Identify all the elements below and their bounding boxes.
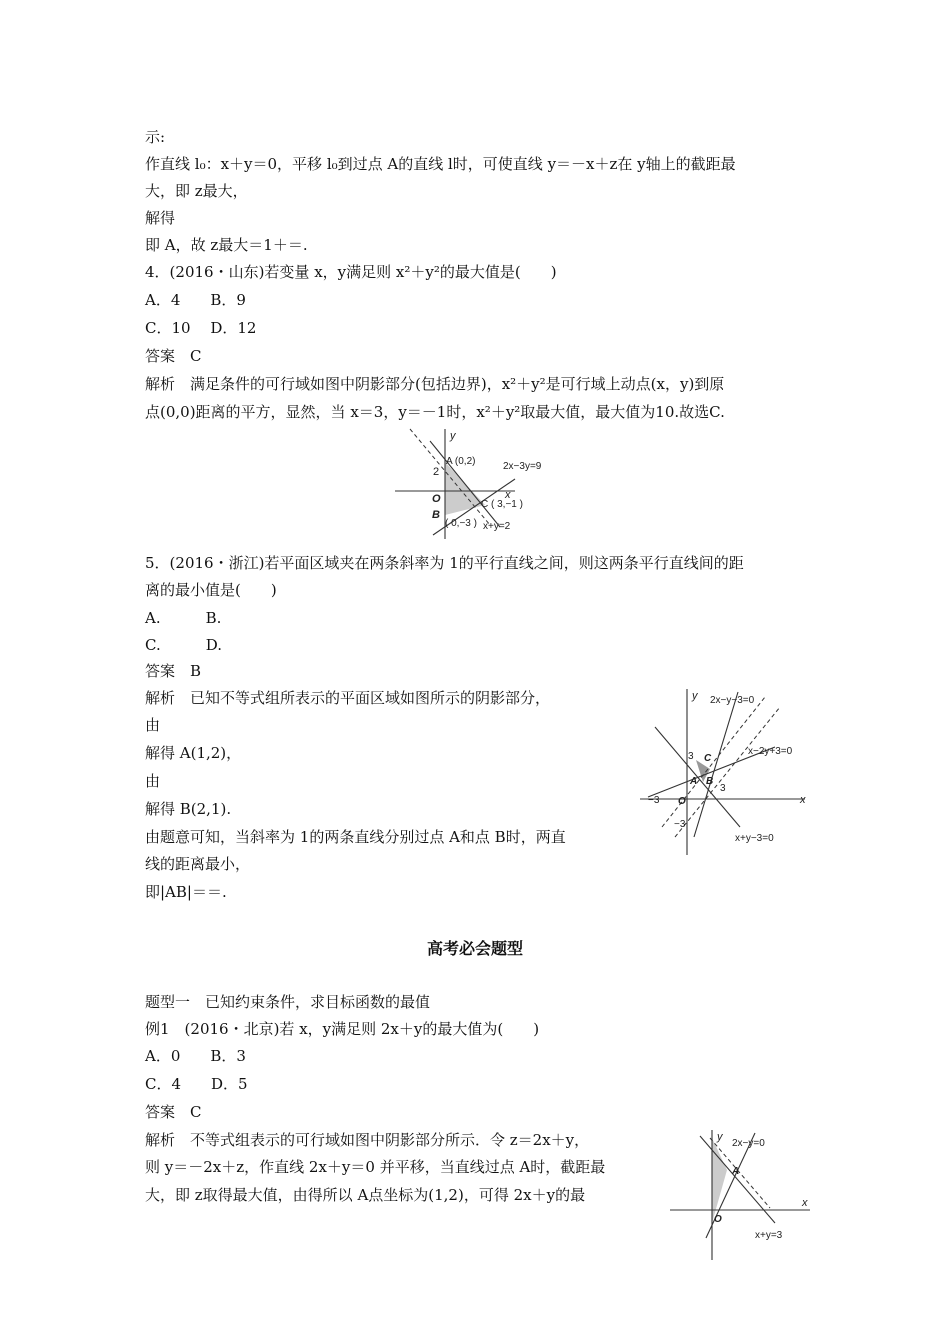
y-axis-label: y (450, 430, 456, 442)
text-line-l19: 解得 A(1,2)， (145, 744, 242, 762)
text-line-l18: 由 (145, 716, 161, 734)
figure-feasible-region-2 (640, 687, 810, 857)
text-line-l21: 解得 B(2,1). (145, 800, 232, 818)
text-line-l30: 答案 C (145, 1103, 202, 1121)
text-line-l14: A. B. (145, 609, 222, 627)
text-line-l22: 由题意可知，当斜率为 1的两条直线分别过点 A和点 B时，两直 (145, 828, 566, 846)
x-axis-label: x (800, 794, 806, 806)
text-line-l17: 解析 已知不等式组所表示的平面区域如图所示的阴影部分， (145, 689, 551, 707)
text-line-l3: 大，即 z最大， (145, 182, 248, 200)
shaded-region (445, 462, 485, 515)
point-b-label: B (706, 776, 714, 787)
tick-3-y: 3 (688, 751, 694, 762)
text-line-l32: 则 y＝－2x＋z，作直线 2x＋y＝0 并平移，当直线过点 A时，截距最 (145, 1158, 606, 1176)
text-line-l6: 4．(2016・山东)若变量 x，y满足则 x²＋y²的最大值是( ) (145, 263, 557, 281)
figure-feasible-region-3 (670, 1128, 820, 1263)
text-line-l24: 即|AB|＝＝. (145, 883, 227, 901)
text-line-l8: C．10 D．12 (145, 319, 257, 337)
text-line-l15: C. D. (145, 636, 222, 654)
text-line-l29: C．4 D．5 (145, 1075, 248, 1093)
eq-x-y-3-label: x+y−3=0 (735, 833, 774, 844)
eq-2x-y-label: 2x−y=0 (732, 1138, 765, 1149)
point-a-label: A (732, 1166, 740, 1177)
text-line-l13: 离的最小值是( ) (145, 581, 277, 599)
text-line-l28: A．0 B．3 (145, 1047, 246, 1065)
text-line-l10: 解析 满足条件的可行域如图中阴影部分(包括边界)，x²＋y²是可行域上动点(x，y)到原 (145, 375, 725, 393)
text-line-l23: 线的距离最小， (145, 855, 251, 873)
tick-neg3-y: −3 (674, 819, 686, 830)
point-a-label: A (0,2) (446, 456, 476, 467)
origin-label: O (678, 796, 686, 807)
point-b-label: B (432, 509, 440, 521)
section-title: 高考必会题型 (426, 939, 523, 958)
text-line-l12: 5．(2016・浙江)若平面区域夹在两条斜率为 1的平行直线之间，则这两条平行直线间的距 (145, 554, 744, 572)
line-x-y-3 (655, 727, 740, 827)
text-line-l16: 答案 B (145, 662, 202, 680)
origin-label: O (432, 493, 441, 505)
tick-neg3-x: −3 (648, 795, 660, 806)
tick-2: 2 (433, 466, 440, 478)
text-line-l5: 即 A，故 z最大＝1＋＝. (145, 236, 308, 254)
text-line-l33: 大，即 z取得最大值，由得所以 A点坐标为(1,2)，可得 2x＋y的最 (145, 1186, 586, 1204)
eq-x-plus-y-label: x+y=2 (483, 521, 511, 532)
y-axis-label: y (717, 1131, 723, 1143)
dashed-line-a (662, 697, 765, 827)
text-line-l9: 答案 C (145, 347, 202, 365)
eq-2x-3y-label: 2x−3y=9 (503, 461, 542, 472)
line-x-plus-y (430, 441, 500, 527)
point-c-label: C (704, 753, 712, 764)
text-line-l26: 题型一 已知约束条件，求目标函数的最值 (145, 993, 431, 1011)
eq-x-y-3-label: x+y=3 (755, 1230, 783, 1241)
point-c-label: C ( 3,−1 ) (481, 499, 523, 510)
tick-3-x: 3 (720, 783, 726, 794)
figure-feasible-region-1 (395, 427, 575, 542)
point-b-coord-label: ( 0,−3 ) (445, 518, 477, 529)
y-axis-label: y (692, 690, 698, 702)
text-line-l7: A．4 B．9 (145, 291, 246, 309)
x-axis-label: x (802, 1197, 808, 1209)
text-line-l20: 由 (145, 772, 161, 790)
text-line-l2: 作直线 l₀：x＋y＝0，平移 l₀到过点 A的直线 l时，可使直线 y＝－x＋z在 y轴上的截距最 (145, 155, 736, 173)
eq-x-2y-3-label: x−2y+3=0 (748, 746, 793, 757)
text-line-l11: 点(0,0)距离的平方，显然，当 x＝3，y＝－1时，x²＋y²取最大值，最大值为10.故选C. (145, 403, 725, 421)
point-a-label: A (690, 776, 698, 787)
text-line-l31: 解析 不等式组表示的可行域如图中阴影部分所示．令 z＝2x＋y， (145, 1131, 590, 1149)
text-line-l1: 示: (145, 128, 166, 146)
eq-2x-y-3-label: 2x−y−3=0 (710, 695, 755, 706)
origin-label: O (714, 1214, 722, 1225)
text-line-l27: 例1 (2016・北京)若 x，y满足则 2x＋y的最大值为( ) (145, 1020, 540, 1038)
x-axis-label: x (505, 489, 511, 501)
text-line-l4: 解得 (145, 209, 176, 227)
